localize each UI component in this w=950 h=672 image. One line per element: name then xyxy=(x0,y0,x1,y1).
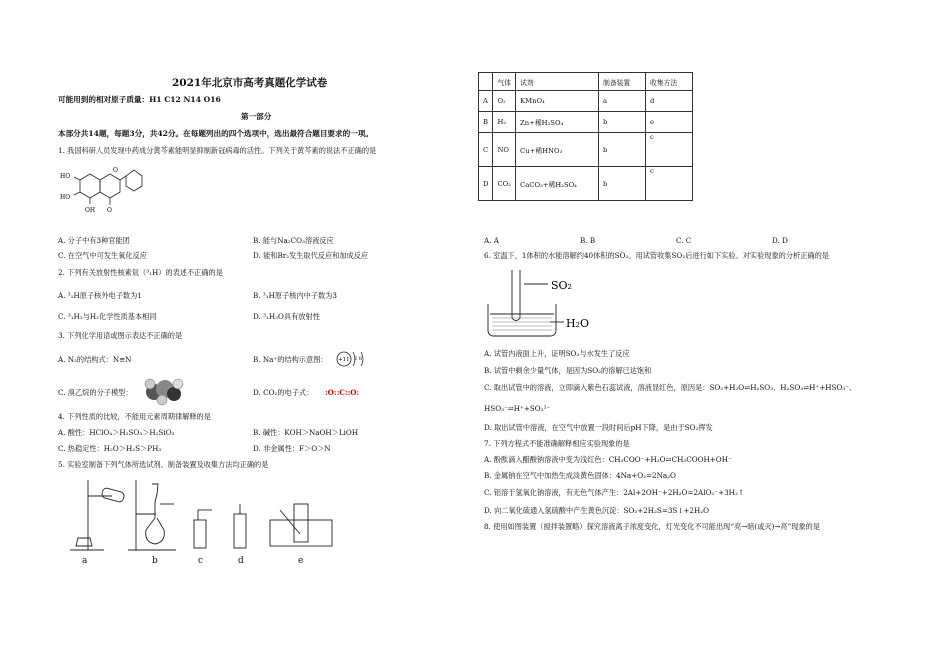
q2-option-b: B. ³₁H原子核内中子数为3 xyxy=(253,291,337,300)
table-cell: b xyxy=(599,167,646,201)
oh-label: OH xyxy=(85,207,96,214)
q3-stem: 3. 下列化学用语或图示表达不正确的是 xyxy=(58,331,183,340)
q6-option-a: A. 试管内液面上升，证明SO₂与水发生了反应 xyxy=(484,349,630,358)
q4-option-d: D. 非金属性：F＞O＞N xyxy=(253,444,331,453)
o-label: O xyxy=(107,207,112,214)
q7-option-b: B. 金属钠在空气中加热生成淡黄色固体：4Na+O₂=2Na₂O xyxy=(484,471,676,480)
table-cell: e xyxy=(646,112,693,133)
apparatus-label-e: e xyxy=(298,556,304,566)
na-shell-label: 2 8 xyxy=(354,356,362,362)
q8-stem: 8. 使用如图装置（搅拌装置略）探究溶液离子浓度变化，灯光变化不可能出现“亮→暗(或灭)→亮”现象的是 xyxy=(484,522,821,531)
table-cell: D xyxy=(479,167,493,201)
q1-stem: 1. 我国科研人员发现中药成分黄芩素能明显抑制新冠病毒的活性。下列关于黄芩素的说法不正确的是 xyxy=(58,146,377,155)
q5-table xyxy=(478,72,693,201)
part-instructions: 本部分共14题，每题3分，共42分。在每题列出的四个选项中，选出最符合题目要求的一项。 xyxy=(58,129,373,138)
table-header: 制备装置 xyxy=(599,73,646,91)
apparatus-label-a: a xyxy=(82,556,88,566)
q2-option-c: C. ³₁H₂与H₂化学性质基本相同 xyxy=(58,312,157,321)
table-cell: b xyxy=(599,112,646,133)
o-label: O xyxy=(113,167,118,174)
table-row xyxy=(479,133,693,167)
so2-label: SO₂ xyxy=(551,279,572,292)
apparatus-label-b: b xyxy=(152,556,158,566)
q4-option-b: B. 碱性：KOH＞NaOH＞LiOH xyxy=(253,428,359,437)
q1-option-d: D. 能和Br₂发生取代反应和加成反应 xyxy=(253,251,369,260)
q5-option-b: B. B xyxy=(580,236,596,245)
page-title: 2021年北京市高考真题化学试卷 xyxy=(172,77,328,89)
table-cell: c xyxy=(646,167,693,201)
q7-option-d: D. 向二氧化硫通入氢硫酸中产生黄色沉淀：SO₂+2H₂S=3S↓+2H₂O xyxy=(484,506,709,515)
q7-stem: 7. 下列方程式不能准确解释相应实验现象的是 xyxy=(484,439,630,448)
table-header: 收集方法 xyxy=(646,73,693,91)
q2-option-d: D. ³₁H₂O具有放射性 xyxy=(253,312,320,321)
na-core-label: +11 xyxy=(338,357,350,363)
co2-electron-formula: :O::C::O: xyxy=(325,388,360,397)
q4-stem: 4. 下列性质的比较，不能用元素周期律解释的是 xyxy=(58,412,211,421)
table-header: 试剂 xyxy=(516,73,599,91)
gas-apparatus-figure xyxy=(58,474,358,566)
table-cell: KMnO₄ xyxy=(516,91,599,112)
baicalein-structure xyxy=(58,160,148,216)
so2-test-tube-figure xyxy=(484,266,594,342)
q5-stem: 5. 实验室制备下列气体所选试剂、制备装置及收集方法均正确的是 xyxy=(58,460,269,469)
q1-option-c: C. 在空气中可发生氧化反应 xyxy=(58,251,147,260)
table-cell: Cu+稀HNO₃ xyxy=(516,133,599,167)
q6-option-c-cont: HSO₃⁻⇌H⁺+SO₃²⁻ xyxy=(484,404,551,413)
q1-option-a: A. 分子中有3种官能团 xyxy=(58,236,130,245)
table-cell: d xyxy=(646,91,693,112)
table-row xyxy=(479,91,693,112)
apparatus-label-d: d xyxy=(238,556,244,566)
q1-option-b: B. 能与Na₂CO₃溶液反应 xyxy=(253,236,334,245)
table-cell: CO₂ xyxy=(493,167,516,201)
q7-option-a: A. 酚酞滴入醋酸钠溶液中变为浅红色：CH₃COO⁻+H₂O⇌CH₃COOH+OH⁻ xyxy=(484,455,732,464)
q7-option-c: C. 铝溶于氢氧化钠溶液，有无色气体产生：2Al+2OH⁻+2H₂O=2AlO₂⁻+3H₂↑ xyxy=(484,488,744,497)
table-cell: C xyxy=(479,133,493,167)
q2-option-a: A. ³₁H原子核外电子数为1 xyxy=(58,291,142,300)
table-cell: c xyxy=(646,133,693,167)
q6-option-d: D. 取出试管中溶液，在空气中放置一段时间后pH下降，是由于SO₂挥发 xyxy=(484,423,713,432)
table-cell: A xyxy=(479,91,493,112)
table-cell: O₂ xyxy=(493,91,516,112)
table-cell: CaCO₃+稀H₂SO₄ xyxy=(516,167,599,201)
q6-stem: 6. 室温下，1体积的水能溶解约40体积的SO₂。用试管收集SO₂后进行如下实验。对实验现象的分析正确的是 xyxy=(484,251,829,260)
q3-option-c: C. 溴乙烷的分子模型： xyxy=(58,388,133,397)
table-cell: H₂ xyxy=(493,112,516,133)
apparatus-label-c: c xyxy=(198,556,204,566)
table-header: 气体 xyxy=(493,73,516,91)
oh-label: HO xyxy=(60,173,71,180)
q5-option-c: C. C xyxy=(676,236,692,245)
atomic-masses: 可能用到的相对原子质量：H1 C12 N14 O16 xyxy=(58,95,221,104)
q5-option-a: A. A xyxy=(484,236,499,245)
table-cell: a xyxy=(599,91,646,112)
oh-label: HO xyxy=(60,194,71,201)
q4-option-a: A. 酸性：HClO₄＞H₂SO₃＞H₂SiO₃ xyxy=(58,428,175,437)
q5-option-d: D. D xyxy=(772,236,788,245)
na-ion-diagram xyxy=(333,348,373,370)
table-cell: Zn+稀H₂SO₄ xyxy=(516,112,599,133)
q6-option-b: B. 试管中剩余少量气体，是因为SO₂的溶解已达饱和 xyxy=(484,366,652,375)
table-header xyxy=(479,73,493,91)
q4-option-c: C. 热稳定性：H₂O＞H₂S＞PH₃ xyxy=(58,444,162,453)
h2o-label: H₂O xyxy=(566,317,590,330)
q3-option-a: A. N₂的结构式：N≡N xyxy=(58,355,132,364)
table-cell: NO xyxy=(493,133,516,167)
table-row xyxy=(479,167,693,201)
bromoethane-model xyxy=(140,376,186,406)
q3-option-b: B. Na⁺的结构示意图： xyxy=(253,355,328,364)
table-row xyxy=(479,112,693,133)
q3-option-d: D. CO₂的电子式： xyxy=(253,388,314,397)
table-cell: b xyxy=(599,133,646,167)
part-heading: 第一部分 xyxy=(241,112,272,121)
table-cell: B xyxy=(479,112,493,133)
q6-option-c: C. 取出试管中的溶液，立即滴入紫色石蕊试液，溶液显红色，原因是：SO₂+H₂O⇌H₂SO₃、H₂SO₃⇌H⁺+HSO₃⁻、 xyxy=(484,383,857,392)
q2-stem: 2. 下列有关放射性核素氚（³₁H）的表述不正确的是 xyxy=(58,268,223,277)
